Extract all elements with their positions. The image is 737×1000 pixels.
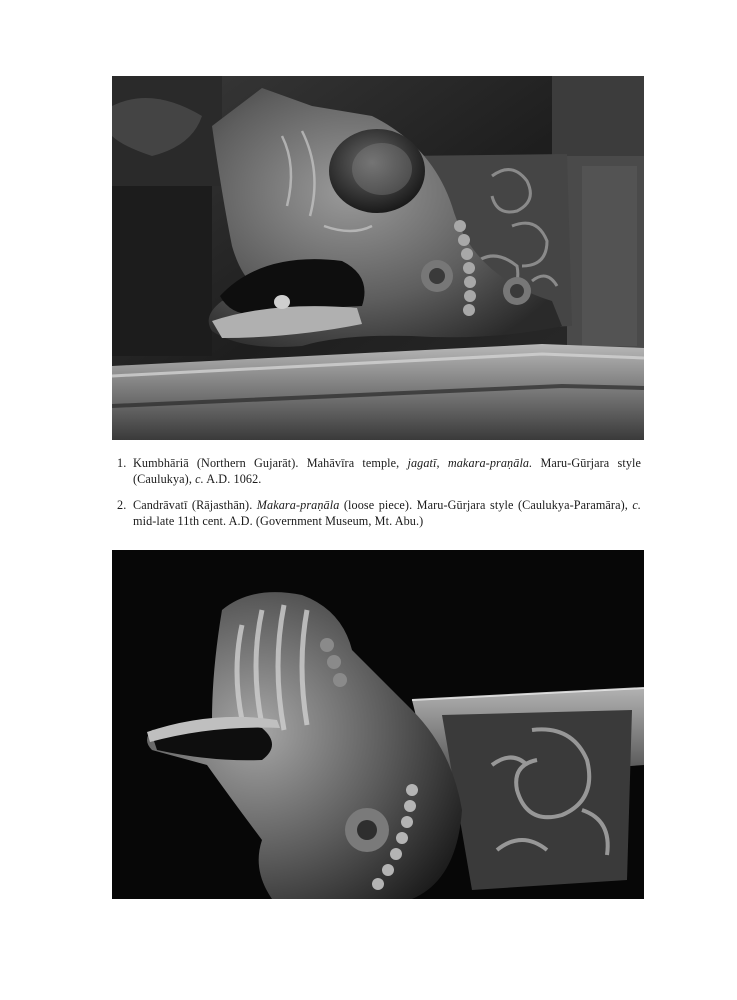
photograph-2 bbox=[112, 550, 644, 899]
plate-captions bbox=[117, 455, 641, 539]
caption-1-run-3: c. bbox=[195, 472, 204, 486]
caption-1-text bbox=[133, 456, 641, 486]
caption-2-run-1: Makara-praṇāla bbox=[256, 498, 340, 512]
caption-1-run-2: Maru-Gūrjara style (Caulukya), bbox=[133, 456, 642, 486]
caption-1-run-1: jagatī, makara-praṇāla. bbox=[407, 456, 533, 470]
caption-1-run-4: A.D. 1062. bbox=[203, 472, 262, 486]
caption-2 bbox=[117, 497, 641, 529]
caption-2-run-4: mid-late 11th cent. A.D. (Government Museum, Mt. Abu.) bbox=[133, 514, 424, 528]
makara-spout-photo-1 bbox=[112, 76, 644, 440]
caption-1 bbox=[117, 455, 641, 487]
makara-spout-photo-2 bbox=[112, 550, 644, 899]
caption-2-text bbox=[133, 498, 641, 528]
caption-1-number: 1. bbox=[117, 456, 127, 470]
caption-2-number: 2. bbox=[117, 498, 127, 512]
caption-2-run-0: Candrāvatī (Rājasthān). bbox=[133, 498, 257, 512]
caption-2-run-3: c. bbox=[632, 498, 641, 512]
caption-1-run-0: Kumbhāriā (Northern Gujarāt). Mahāvīra temple, bbox=[133, 456, 408, 470]
caption-2-run-2: (loose piece). Maru-Gūrjara style (Caulukya-Paramāra), bbox=[339, 498, 633, 512]
photograph-1 bbox=[112, 76, 644, 440]
